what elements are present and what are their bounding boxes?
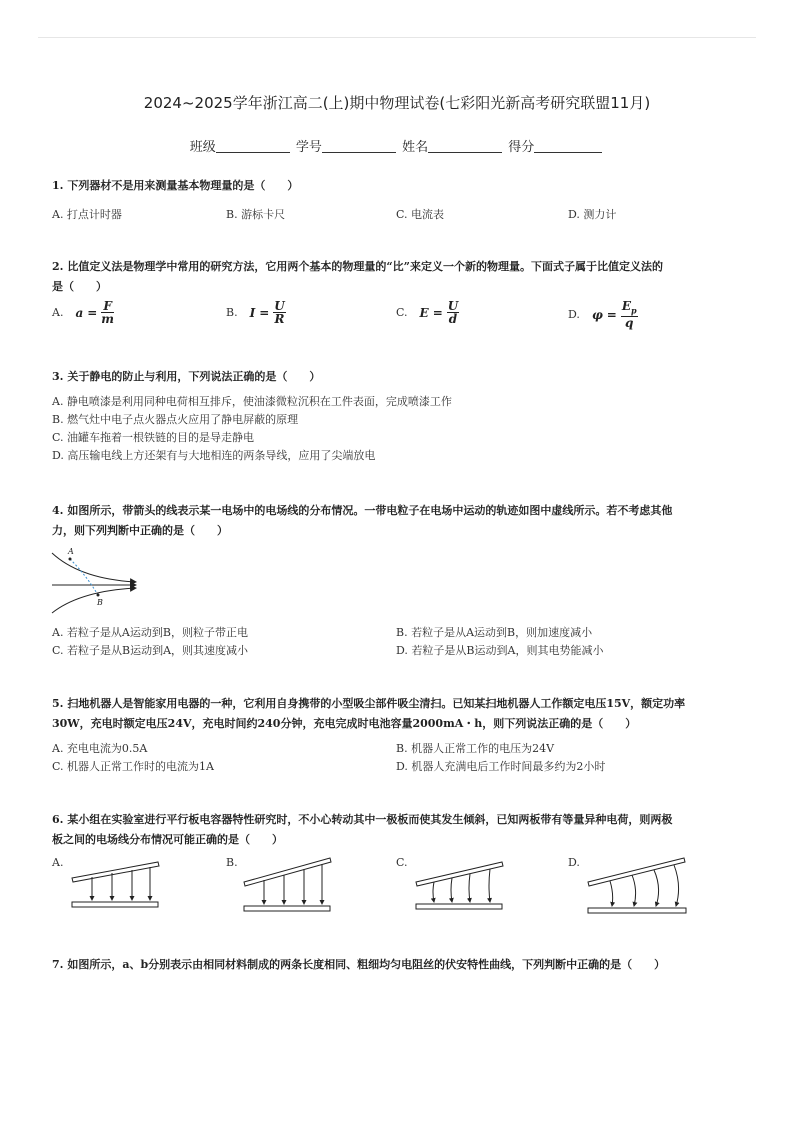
question-text-line-1: 某小组在实验室进行平行板电容器特性研究时，不小心转动其中一极板而使其发生倾斜，已知两板带有等量异种电荷，则两极 — [67, 813, 673, 826]
q4-option-b[interactable]: B. 若粒子是从A运动到B，则加速度减小 — [396, 626, 593, 639]
student-id-label: 学号 — [295, 140, 322, 155]
question-text-line-2: 板之间的电场线分布情况可能正确的是（ ） — [52, 833, 283, 846]
q6-option-b-figure[interactable] — [240, 852, 340, 914]
q6-option-d-label[interactable]: D. — [568, 856, 580, 869]
question-7 — [52, 955, 742, 975]
score-blank[interactable] — [534, 140, 602, 153]
fraction: $\frac{E_p}{q}$ — [621, 299, 637, 331]
question-text: 如图所示，a、b分别表示由相同材料制成的两条长度相同、粗细均匀电阻丝的伏安特性曲线，下列判断中正确的是（ ） — [67, 958, 666, 971]
question-text-line-2: 30W，充电时额定电压24V，充电时间约240分钟，充电完成时电池容量2000mA・h，则下列说法正确的是（ ） — [52, 717, 637, 730]
q2-option-b[interactable]: B. I = $\frac{U}{R}$ — [226, 299, 285, 326]
point-b-dot — [97, 594, 100, 597]
class-blank[interactable] — [216, 140, 290, 153]
q2-option-d[interactable]: D. φ = $\frac{E_p}{q}$ — [568, 299, 637, 331]
fraction: $\frac{U}{d}$ — [447, 299, 459, 326]
particle-trajectory — [70, 559, 98, 595]
q6-option-a-label[interactable]: A. — [52, 856, 64, 869]
question-text-line-2: 力，则下列判断中正确的是（ ） — [52, 524, 228, 537]
q6-option-d-figure[interactable] — [584, 852, 694, 918]
q1-option-b[interactable]: B. 游标卡尺 — [226, 208, 286, 221]
question-2 — [52, 257, 742, 297]
question-4 — [52, 501, 742, 541]
question-3 — [52, 367, 742, 387]
question-text: 关于静电的防止与利用，下列说法正确的是（ ） — [67, 370, 321, 383]
name-label: 姓名 — [402, 140, 429, 155]
question-1 — [52, 176, 742, 196]
question-text-line-1: 比值定义法是物理学中常用的研究方法，它用两个基本的物理量的“比”来定义一个新的物理量。下面式子属于比值定义法的 — [67, 260, 663, 273]
q6-option-c-label[interactable]: C. — [396, 856, 408, 869]
field-line-bottom — [52, 588, 136, 613]
q1-option-d[interactable]: D. 测力计 — [568, 208, 617, 221]
q3-option-d[interactable]: D. 高压输电线上方还架有与大地相连的两条导线，应用了尖端放电 — [52, 449, 376, 462]
page-title: 2024~2025学年浙江高二(上)期中物理试卷(七彩阳光新高考研究联盟11月) — [143, 94, 651, 112]
q5-option-d[interactable]: D. 机器人充满电后工作时间最多约为2小时 — [396, 760, 606, 773]
question-text-line-1: 如图所示，带箭头的线表示某一电场中的电场线的分布情况。一带电粒子在电场中运动的轨迹如图中虚线所示。若不考虑其他 — [67, 504, 673, 517]
q2-option-a[interactable]: A. a = $\frac{F}{m}$ — [52, 299, 114, 326]
fraction: $\frac{U}{R}$ — [274, 299, 285, 326]
student-id-blank[interactable] — [322, 140, 396, 153]
q5-option-c[interactable]: C. 机器人正常工作时的电流为1A — [52, 760, 214, 773]
question-number: 4. — [52, 504, 64, 517]
q5-option-b[interactable]: B. 机器人正常工作的电压为24V — [396, 742, 555, 755]
question-number: 1. — [52, 179, 64, 192]
point-a-label: A — [68, 547, 74, 556]
q6-option-c-figure[interactable] — [412, 852, 512, 914]
question-number: 5. — [52, 697, 64, 710]
question-number: 3. — [52, 370, 64, 383]
q4-option-a[interactable]: A. 若粒子是从A运动到B，则粒子带正电 — [52, 626, 248, 639]
question-number: 6. — [52, 813, 64, 826]
question-text-line-2: 是（ ） — [52, 280, 107, 293]
question-text: 下列器材不是用来测量基本物理量的是（ ） — [67, 179, 299, 192]
q6-option-a-figure[interactable] — [68, 852, 168, 914]
fraction: $\frac{F}{m}$ — [101, 299, 114, 326]
q4-option-d[interactable]: D. 若粒子是从B运动到A，则其电势能减小 — [396, 644, 604, 657]
point-a-dot — [69, 558, 72, 561]
q2-option-c[interactable]: C. E = $\frac{U}{d}$ — [396, 299, 459, 326]
question-text-line-1: 扫地机器人是智能家用电器的一种，它利用自身携带的小型吸尘部件吸尘清扫。已知某扫地机器人工作额定电压15V，额定功率 — [67, 697, 686, 710]
field-line-top — [52, 553, 136, 582]
question-6 — [52, 810, 742, 850]
q1-option-c[interactable]: C. 电流表 — [396, 208, 445, 221]
q3-option-c[interactable]: C. 油罐车拖着一根铁链的目的是导走静电 — [52, 431, 255, 444]
q5-option-a[interactable]: A. 充电电流为0.5A — [52, 742, 148, 755]
electric-field-figure — [50, 545, 140, 615]
q1-option-a[interactable]: A. 打点计时器 — [52, 208, 122, 221]
question-number: 7. — [52, 958, 64, 971]
class-label: 班级 — [189, 140, 216, 155]
q6-option-b-label[interactable]: B. — [226, 856, 238, 869]
q4-option-c[interactable]: C. 若粒子是从B运动到A，则其速度减小 — [52, 644, 249, 657]
name-blank[interactable] — [428, 140, 502, 153]
point-b-label: B — [97, 598, 103, 607]
score-label: 得分 — [508, 140, 535, 155]
q3-option-a[interactable]: A. 静电喷漆是利用同种电荷相互排斥，使油漆微粒沉积在工件表面，完成喷漆工作 — [52, 395, 452, 408]
question-number: 2. — [52, 260, 64, 273]
top-divider — [38, 37, 756, 38]
q3-option-b[interactable]: B. 燃气灶中电子点火器点火应用了静电屏蔽的原理 — [52, 413, 299, 426]
student-info-line — [0, 136, 794, 155]
question-5 — [52, 694, 742, 734]
